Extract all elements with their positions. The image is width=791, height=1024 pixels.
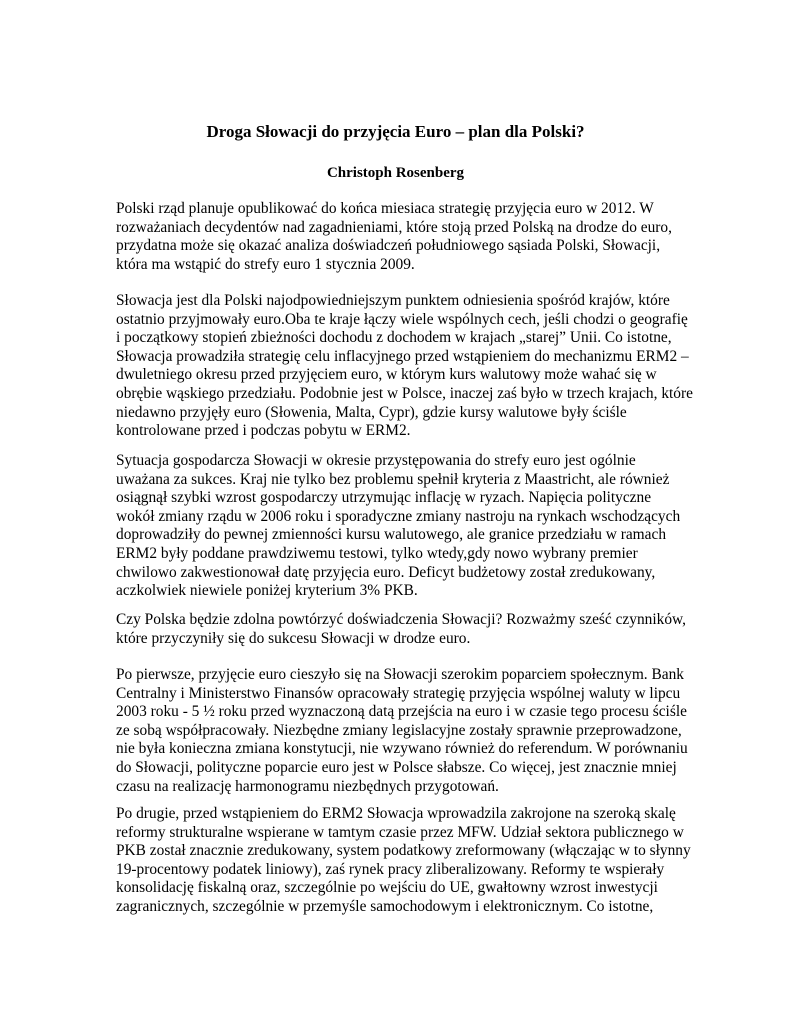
paragraph-line: 19-procentowy podatek liniowy), zaś rynek pracy zliberalizowany. Reformy te wspierały [116,860,665,878]
document-title: Droga Słowacji do przyjęcia Euro – plan dla Polski? [206,122,585,141]
paragraph-line: ERM2 były poddane prawdziwemu testowi, tylko wtedy,gdy nowo wybrany premier [116,544,638,562]
paragraph-line: dwuletniego okresu przed przyjęciem euro, w którym kurs walutowy może wahać się w [116,366,657,384]
paragraph-line: reformy strukturalne wspierane w tamtym czasie przez MFW. Udział sektora publicznego w [116,823,684,841]
paragraph-line: wokół zmiany rządu w 2006 roku i sporadyczne zmiany nastroju na rynkach wschodzących [116,507,681,525]
paragraph-line: która ma wstąpić do strefy euro 1 stycznia 2009. [116,255,415,273]
paragraph-line: Słowacja jest dla Polski najodpowiedniejszym punktem odniesienia spośród krajów, które [116,292,670,309]
paragraph-line: chwilowo zakwestionował datę przyjęcia euro. Deficyt budżetowy został zredukowany, [116,563,656,581]
paragraph-line: Czy Polska będzie zdolna powtórzyć doświadczenia Słowacji? Rozważmy sześć czynników, [116,611,686,628]
document-author: Christoph Rosenberg [326,165,465,181]
paragraph-line: rozważaniach decydentów nad zagadnieniami, które stoją przed Polską na drodze do euro, [116,218,672,236]
paragraph-line: obrębie wąskiego przedziału. Podobnie jest w Polsce, inaczej zaś było w trzech krajach, które [116,384,693,402]
paragraph-line: zagranicznych, szczególnie w przemyśle samochodowym i elektronicznym. Co istotne, [116,897,654,915]
paragraph-line: Polski rząd planuje opublikować do końca miesiaca strategię przyjęcia euro w 2012. W [116,200,654,217]
paragraph-line: Centralny i Ministerstwo Finansów opracowały strategię przyjęcia wspólnej waluty w lipcu [116,684,681,702]
paragraph-line: PKB został znacznie zredukowany, system podatkowy zreformowany (włączając w to słynny [116,842,691,860]
paragraph-line: osiągnął szybki wzrost gospodarczy utrzymując inflację w ryzach. Napięcia polityczne [116,489,652,507]
paragraph-question [116,611,686,648]
paragraph-economic-situation [116,452,680,601]
paragraph-first-factor [116,666,688,796]
paragraph-intro [116,200,672,274]
paragraph-line: uważana za sukces. Kraj nie tylko bez problemu spełnił kryteria z Maastricht, ale również [116,470,670,488]
paragraph-line: czasu na realizację harmonogramu niezbędnych przygotowań. [116,777,499,795]
paragraph-line: ze sobą współpracowały. Niezbędne zmiany legislacyjne zostały sprawnie przeprowadzone, [116,721,682,739]
paragraph-slovakia-reference [116,292,693,441]
paragraph-line: Po pierwsze, przyjęcie euro cieszyło się na Słowacji szerokim poparciem społecznym. Bank [116,666,684,683]
paragraph-line: Słowacja prowadziła strategię celu inflacyjnego przed wstąpieniem do mechanizmu ERM2 – [116,347,689,365]
paragraph-line: przydatna może się okazać analiza doświadczeń południowego sąsiada Polski, Słowacji, [116,237,661,255]
paragraph-line: niedawno przyjęły euro (Słowenia, Malta, Cypr), gdzie kursy walutowe były ściśle [116,403,627,421]
paragraph-line: nie była konieczna zmiana konstytucji, nie wzywano również do referendum. W porównaniu [116,740,688,758]
paragraph-line: ostatnio przyjmowały euro.Oba te kraje łączy wiele wspólnych cech, jeśli chodzi o geografię [116,310,688,328]
paragraph-second-factor [116,805,691,917]
paragraph-line: kontrolowane przed i podczas pobytu w ERM2. [116,422,411,440]
paragraph-line: i początkowy stopień zbieżności dochodu z dochodem w krajach „starej” Unii. Co istotne, [116,329,672,347]
paragraph-line: do Słowacji, polityczne poparcie euro jest w Polsce słabsze. Co więcej, jest znacznie mniej [116,758,677,776]
paragraph-line: Po drugie, przed wstąpieniem do ERM2 Słowacja wprowadzila zakrojone na szeroką skalę [116,805,676,822]
paragraph-line: doprowadziły do pewnej zmienności kursu walutowego, ale granice przedziału w ramach [116,526,667,544]
paragraph-line: aczkolwiek niewiele poniżej kryterium 3% PKB. [116,582,418,600]
paragraph-line: konsolidację fiskalną oraz, szczególnie po wejściu do UE, gwałtowny wzrost inwestycji [116,879,658,897]
paragraph-line: 2003 roku - 5 ½ roku przed wyznaczoną datą przejścia na euro i w czasie tego procesu ściśle [116,703,687,721]
paragraph-line: Sytuacja gospodarcza Słowacji w okresie przystępowania do strefy euro jest ogólnie [116,452,636,469]
paragraph-line: które przyczyniły się do sukcesu Słowacji w drodze euro. [116,629,471,647]
